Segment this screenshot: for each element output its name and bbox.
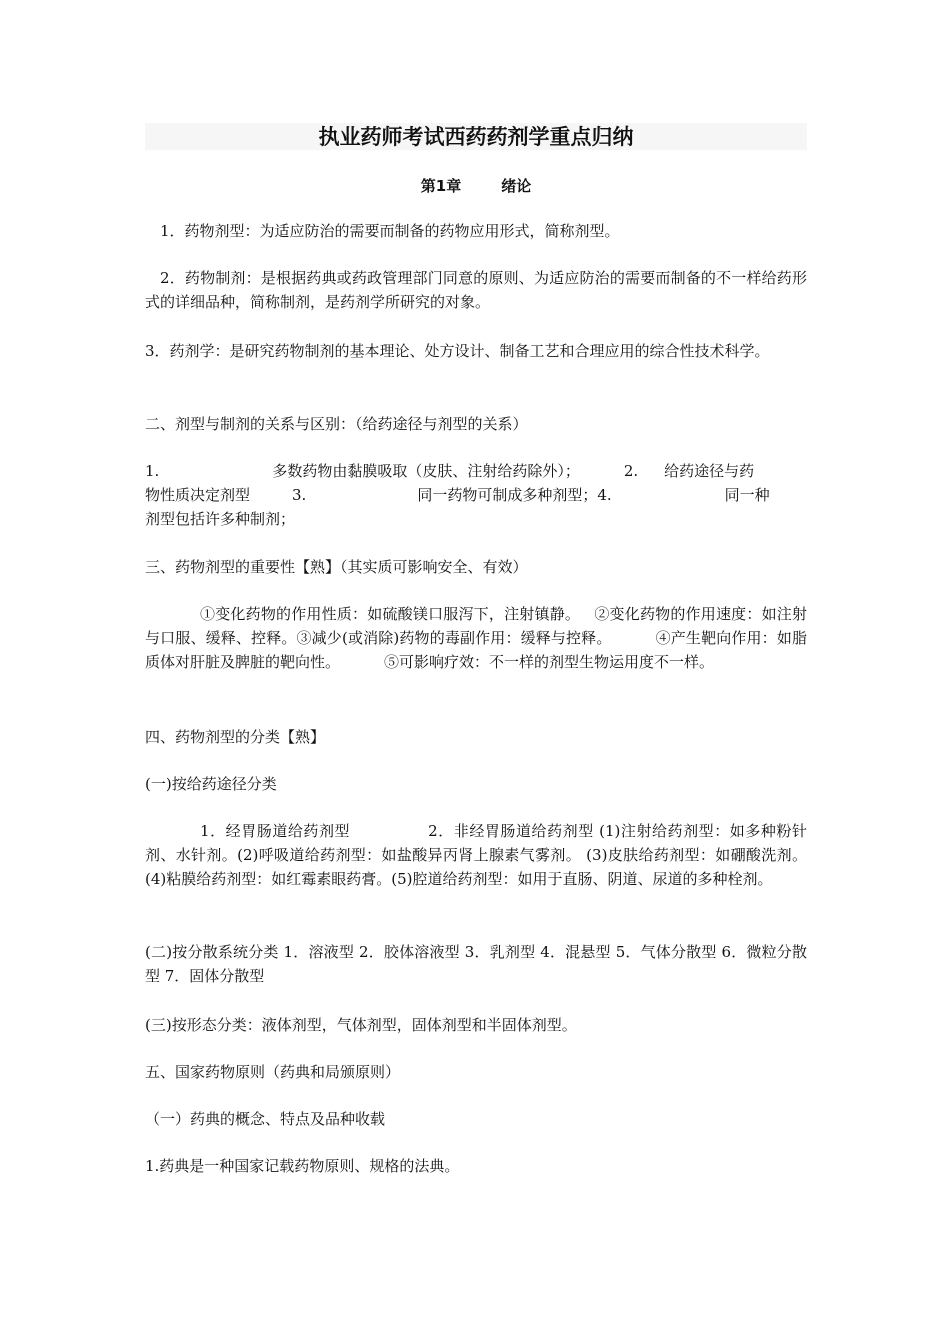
subsection-dispersion: (二)按分散系统分类 1．溶液型 2．胶体溶液型 3．乳剂型 4．混悬型 5．气体分散型 6．微粒分散型 7．固体分散型 bbox=[145, 943, 807, 985]
relation-text-2a: 给药途径与药 bbox=[664, 462, 755, 480]
route-item-1: 1．经胃肠道给药剂型 bbox=[200, 822, 351, 840]
relation-num-3: 3. bbox=[292, 486, 307, 504]
importance-item-1: ①变化药物的作用性质：如硫酸镁口服泻下，注射镇静。 bbox=[200, 605, 581, 623]
relation-text-4a: 同一种 bbox=[724, 486, 770, 504]
importance-item-2: ②变化药物的作用速度：如注射与口服、缓释、控释。 bbox=[145, 605, 807, 647]
definition-pharmaceutics: 3．药剂学：是研究药物制剂的基本理论、处方设计、制备工艺和合理应用的综合性技术科学。 bbox=[145, 342, 770, 360]
definition-preparation: 2．药物制剂：是根据药典或药政管理部门同意的原则、为适应防治的需要而制备的不一样给药形式的详细品种，简称制剂，是药剂学所研究的对象。 bbox=[145, 269, 807, 311]
section-heading-4: 四、药物剂型的分类【熟】 bbox=[145, 728, 326, 746]
section-heading-3: 三、药物剂型的重要性【熟】（其实质可影响安全、有效） bbox=[145, 558, 528, 576]
relation-num-1: 1. bbox=[145, 462, 160, 480]
chapter-number: 第1章 bbox=[420, 177, 462, 195]
definition-dosage-form: 1．药物剂型：为适应防治的需要而制备的药物应用形式，简称剂型。 bbox=[160, 222, 620, 240]
pharmacopoeia-definition: 1.药典是一种国家记载药物原则、规格的法典。 bbox=[145, 1157, 460, 1175]
relation-text-1: 多数药物由黏膜吸取（皮肤、注射给药除外）； bbox=[272, 462, 580, 480]
importance-item-3: ③减少(或消除)药物的毒副作用：缓释与控释。 bbox=[296, 629, 612, 647]
route-item-2: 2．非经胃肠道给药剂型 (1)注射给药剂型：如多种粉针剂、水针剂。(2)呼吸道给药剂型：如盐酸异丙肾上腺素气雾剂。 (3)皮肤给药剂型：如硼酸洗剂。 (4)粘膜给药剂型：如红霉素眼药膏。(5)腔道给药剂型：如用于直肠、阴道、尿道的多种栓剂。 bbox=[145, 822, 808, 888]
importance-item-4: ④产生靶向作用：如脂质体对肝脏及脾脏的靶向性。 bbox=[145, 629, 807, 671]
relation-line-3: 剂型包括许多种制剂； bbox=[145, 510, 296, 528]
subsection-route: (一)按给药途径分类 bbox=[145, 775, 277, 793]
subsection-form: (三)按形态分类：液体剂型，气体剂型，固体剂型和半固体剂型。 bbox=[145, 1016, 577, 1034]
route-paragraph bbox=[145, 819, 807, 891]
subsection-pharmacopoeia: （一）药典的概念、特点及品种收载 bbox=[145, 1110, 386, 1128]
relation-num-2: 2. bbox=[623, 462, 639, 480]
importance-paragraph bbox=[145, 602, 807, 674]
chapter-heading bbox=[145, 174, 807, 198]
relation-list bbox=[145, 459, 807, 531]
relation-text-3: 同一药物可制成多种剂型；4. bbox=[417, 486, 612, 504]
relation-text-2b: 物性质决定剂型 bbox=[145, 486, 251, 504]
relation-line-1 bbox=[145, 459, 807, 483]
section-heading-2: 二、剂型与制剂的关系与区别：（给药途径与剂型的关系） bbox=[145, 415, 528, 433]
importance-item-5: ⑤可影响疗效：不一样的剂型生物运用度不一样。 bbox=[384, 653, 715, 671]
document-title: 执业药师考试西药药剂学重点归纳 bbox=[318, 125, 634, 149]
chapter-name: 绪论 bbox=[501, 177, 532, 195]
section-heading-5: 五、国家药物原则（药典和局颁原则） bbox=[145, 1063, 401, 1081]
relation-line-2 bbox=[145, 483, 807, 507]
